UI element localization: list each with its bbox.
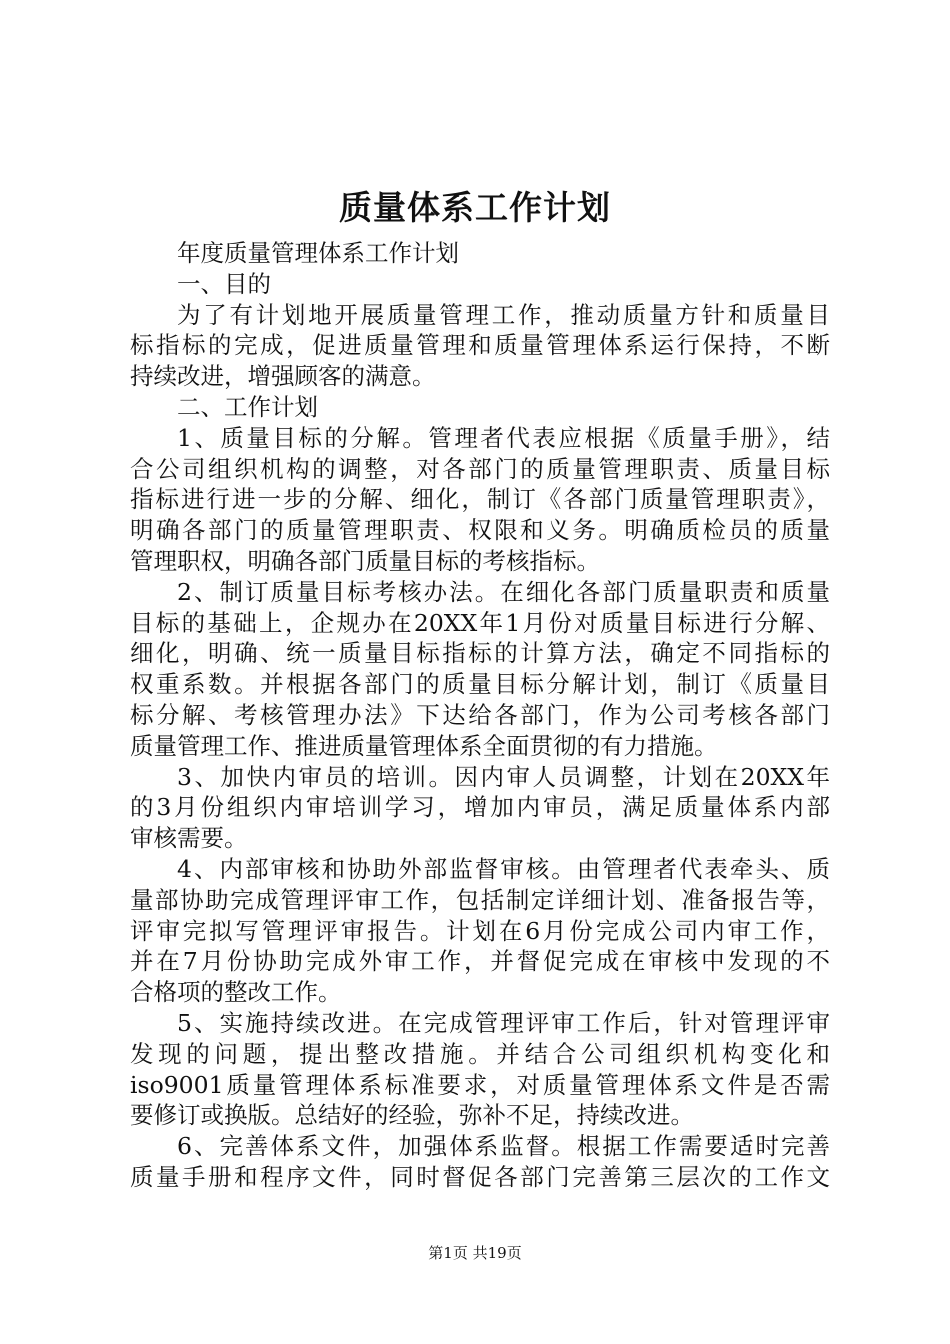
body-line: 质量管理工作、推进质量管理体系全面贯彻的有力措施。 bbox=[130, 731, 718, 760]
body-line: 持续改进，增强顾客的满意。 bbox=[130, 362, 436, 391]
body-line: iso9001质量管理体系标准要求，对质量管理体系文件是否需 bbox=[130, 1070, 830, 1099]
document-body bbox=[130, 238, 830, 1193]
body-line: 2、制订质量目标考核办法。在细化各部门质量职责和质量 bbox=[177, 577, 830, 606]
body-line: 二、工作计划 bbox=[177, 392, 318, 421]
body-line: 发现的问题，提出整改措施。并结合公司组织机构变化和 bbox=[130, 1039, 830, 1068]
body-line: 一、目的 bbox=[177, 269, 271, 298]
body-line: 年度质量管理体系工作计划 bbox=[177, 239, 459, 267]
document-title: 质量体系工作计划 bbox=[339, 188, 611, 227]
body-line: 标分解、考核管理办法》下达给各部门，作为公司考核各部门 bbox=[130, 700, 830, 729]
body-line: 审核需要。 bbox=[130, 824, 248, 853]
body-line: 细化，明确、统一质量目标指标的计算方法，确定不同指标的 bbox=[130, 639, 830, 668]
body-line: 合公司组织机构的调整，对各部门的质量管理职责、质量目标 bbox=[130, 454, 830, 483]
body-line: 1、质量目标的分解。管理者代表应根据《质量手册》，结 bbox=[177, 423, 830, 452]
body-line: 标指标的完成，促进质量管理和质量管理体系运行保持，不断 bbox=[130, 331, 830, 360]
body-line: 4、内部审核和协助外部监督审核。由管理者代表牵头、质 bbox=[177, 854, 830, 883]
body-line: 量部协助完成管理评审工作，包括制定详细计划、准备报告等， bbox=[130, 885, 830, 914]
page-footer: 第1页 共19页 bbox=[428, 1244, 522, 1262]
body-line: 3、加快内审员的培训。因内审人员调整，计划在20XX年 bbox=[177, 762, 830, 791]
body-line: 并在7月份协助完成外审工作，并督促完成在审核中发现的不 bbox=[130, 947, 830, 976]
body-line: 目标的基础上，企规办在20XX年1月份对质量目标进行分解、 bbox=[130, 608, 830, 637]
body-line: 要修订或换版。总结好的经验，弥补不足，持续改进。 bbox=[130, 1101, 694, 1130]
body-line: 管理职权，明确各部门质量目标的考核指标。 bbox=[130, 546, 600, 575]
body-line: 合格项的整改工作。 bbox=[130, 978, 342, 1007]
body-line: 5、实施持续改进。在完成管理评审工作后，针对管理评审 bbox=[177, 1008, 830, 1037]
body-line: 权重系数。并根据各部门的质量目标分解计划，制订《质量目 bbox=[130, 670, 830, 699]
body-line: 指标进行进一步的分解、细化，制订《各部门质量管理职责》， bbox=[130, 485, 830, 514]
body-line: 为了有计划地开展质量管理工作，推动质量方针和质量目 bbox=[177, 300, 830, 329]
body-line: 的3月份组织内审培训学习，增加内审员，满足质量体系内部 bbox=[130, 793, 830, 822]
body-line: 质量手册和程序文件，同时督促各部门完善第三层次的工作文 bbox=[130, 1162, 830, 1191]
body-line: 明确各部门的质量管理职责、权限和义务。明确质检员的质量 bbox=[130, 516, 830, 545]
body-line: 评审完拟写管理评审报告。计划在6月份完成公司内审工作， bbox=[130, 916, 830, 945]
body-line: 6、完善体系文件，加强体系监督。根据工作需要适时完善 bbox=[177, 1132, 830, 1161]
